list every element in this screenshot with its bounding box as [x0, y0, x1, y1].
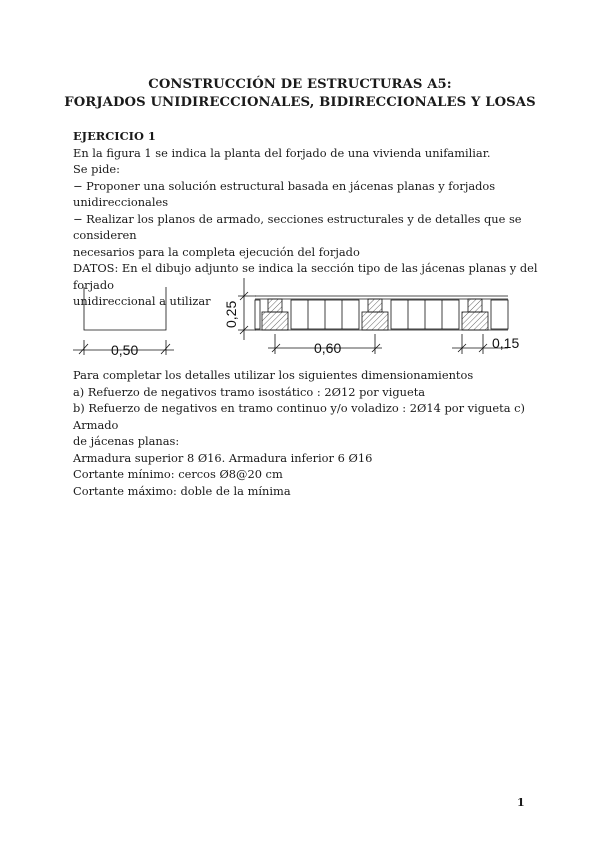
document-title-line1: CONSTRUCCIÓN DE ESTRUCTURAS A5: — [148, 77, 452, 92]
beam-section — [84, 287, 166, 330]
details-line: Cortante máximo: doble de la mínima — [73, 483, 291, 498]
details-line: Cortante mínimo: cercos Ø8@20 cm — [73, 467, 283, 481]
page-number: 1 — [517, 796, 525, 809]
exercise-line: − Proponer una solución estructural basada en jácenas planas y forjados — [73, 178, 496, 193]
beam-width-label: 0,50 — [111, 342, 139, 358]
rib-width-label: 0,15 — [492, 335, 520, 351]
slab-section — [255, 296, 508, 330]
joist-spacing-label: 0,60 — [314, 340, 342, 356]
document-title-line2: FORJADOS UNIDIRECCIONALES, BIDIRECCIONALES Y LOSAS — [64, 95, 536, 110]
details-line: de jácenas planas: — [73, 434, 180, 448]
exercise-line: En la figura 1 se indica la planta del forjado de una vivienda unifamiliar. — [73, 145, 491, 160]
details-line: Para completar los detalles utilizar los siguientes dimensionamientos — [73, 368, 474, 382]
exercise-line: − Realizar los planos de armado, secciones estructurales y de detalles que se consideren — [73, 211, 522, 242]
exercise-line: necesarios para la completa ejecución del forjado — [73, 244, 360, 259]
details-section — [73, 367, 543, 499]
exercise-heading: EJERCICIO 1 — [73, 129, 156, 143]
exercise-line: Se pide: — [73, 162, 120, 176]
slab-depth-label: 0,25 — [223, 300, 239, 328]
exercise-line: DATOS: En el dibujo adjunto se indica la sección tipo de las jácenas planas y del forjado — [73, 261, 538, 292]
exercise-line: unidireccional a utilizar — [73, 294, 211, 308]
details-line: Armadura superior 8 Ø16. Armadura inferior 6 Ø16 — [73, 450, 373, 465]
exercise-line: unidireccionales — [73, 195, 169, 209]
details-line: b) Refuerzo de negativos en tramo continuo y/o voladizo : 2Ø14 por vigueta c) Armado — [73, 401, 525, 432]
details-line: a) Refuerzo de negativos tramo isostático : 2Ø12 por vigueta — [73, 384, 426, 399]
slab-depth-dimension — [238, 278, 256, 340]
